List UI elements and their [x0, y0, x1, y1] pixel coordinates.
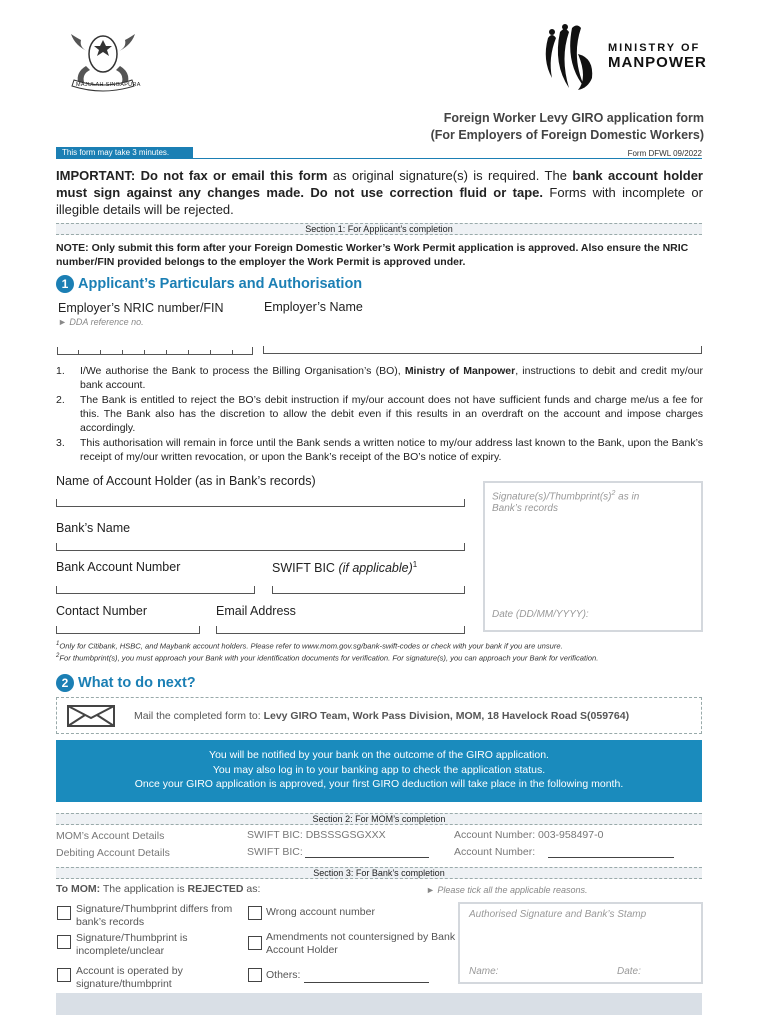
account-number-debit: Account Number:	[454, 846, 536, 858]
step2-heading	[56, 674, 196, 692]
info-line-2: You may also log in to your banking app to check the application status.	[212, 763, 546, 776]
reason-sig-incomplete: Signature/Thumbprint is incomplete/unclear	[76, 932, 188, 957]
checkbox-amendments[interactable]	[248, 936, 262, 950]
auth-item-text: The Bank is entitled to reject the BO’s debit instruction if my/our account does not have sufficient funds and charge me/us a fee for this. The Bank also has the discretion to allow the debit even if this results in an overdraft on the account and impose charges accordingly.	[80, 394, 703, 434]
mail-address: Levy GIRO Team, Work Pass Division, MOM, 18 Havelock Road S(059764)	[263, 710, 630, 722]
form-title	[431, 110, 704, 144]
mom-logo	[538, 24, 708, 96]
footnote-1-sup: 1	[56, 641, 60, 647]
title-line2: (For Employers of Foreign Domestic Workers)	[430, 128, 704, 142]
swift-label	[272, 560, 417, 575]
reason-amendments: Amendments not countersigned by Bank Account Holder	[266, 931, 456, 956]
section3-bar: Section 3: For Bank’s completion	[56, 867, 702, 879]
signature-box-sup: 2	[611, 490, 616, 497]
stamp-name-label: Name:	[469, 966, 499, 977]
important-bold2: bank account holder must sign against any changes made. Do not use correction fluid or tape.	[56, 168, 703, 200]
footnote-1	[56, 641, 706, 651]
account-holder-label: Name of Account Holder (as in Bank’s records)	[56, 474, 316, 488]
tick-hint: ► Please tick all the applicable reasons.	[426, 885, 588, 895]
account-number-input[interactable]	[56, 586, 255, 594]
bank-name-label: Bank’s Name	[56, 521, 131, 535]
mom-logo-icon	[538, 24, 602, 96]
others-input[interactable]	[304, 975, 429, 983]
nric-input[interactable]	[57, 346, 253, 354]
step2-title: What to do next?	[78, 675, 196, 691]
important-notice	[56, 167, 703, 218]
footnote-2	[56, 653, 706, 663]
step2-number: 2	[56, 674, 74, 692]
to-mom-bold: To MOM:	[56, 883, 101, 895]
checkbox-others[interactable]	[248, 968, 262, 982]
reason-operated-by: Account is operated by signature/thumbprint	[76, 965, 183, 990]
as-text: as:	[243, 883, 261, 895]
account-number-label: Bank Account Number	[56, 560, 181, 574]
singapore-crest-icon	[60, 24, 146, 94]
rejected-label: REJECTED	[187, 883, 244, 895]
bottom-strip	[56, 993, 702, 1015]
email-label: Email Address	[216, 604, 296, 618]
stamp-date-label: Date:	[617, 966, 641, 977]
crest-motto: MAJULAH SINGAPURA	[76, 82, 141, 88]
email-input[interactable]	[216, 626, 465, 634]
bank-stamp-box[interactable]	[458, 902, 703, 984]
checkbox-operated-by[interactable]	[57, 968, 71, 982]
footnote-1-text: Only for Citibank, HSBC, and Maybank account holders. Please refer to www.mom.gov.sg/bank-swift-codes or check with your bank if you are unsure.	[59, 641, 563, 651]
title-line1: Foreign Worker Levy GIRO application form	[443, 111, 704, 125]
reason-others: Others:	[266, 969, 301, 981]
step1-number: 1	[56, 275, 74, 293]
auth-item-3	[56, 436, 703, 464]
to-mom-text: The application is	[100, 883, 188, 895]
employer-name-input[interactable]	[263, 346, 702, 354]
account-number-debit-input[interactable]	[548, 850, 674, 858]
envelope-icon	[67, 705, 115, 727]
swift-label-italic: (if applicable)	[338, 561, 413, 576]
account-holder-input[interactable]	[56, 499, 465, 507]
auth-item-number: 3.	[56, 437, 65, 449]
info-line-3: Once your GIRO application is approved, your first GIRO deduction will take place in the following month.	[134, 778, 624, 790]
swift-input[interactable]	[272, 586, 465, 594]
swift-label-text: SWIFT BIC	[272, 561, 339, 576]
step1-title: Applicant’s Particulars and Authorisation	[78, 276, 363, 292]
debiting-account-label: Debiting Account Details	[56, 847, 170, 859]
auth-item-1	[56, 364, 703, 392]
signature-box-text: Signature(s)/Thumbprint(s)	[492, 491, 612, 503]
checkbox-sig-differs[interactable]	[57, 906, 71, 920]
dda-hint: ► DDA reference no.	[58, 317, 144, 327]
step1-heading	[56, 275, 362, 293]
auth-item-2	[56, 393, 703, 435]
checkbox-wrong-account[interactable]	[248, 906, 262, 920]
mail-box	[56, 697, 702, 734]
logo-line1: MINISTRY OF	[608, 42, 701, 54]
time-badge-label: This form may take 3 minutes.	[56, 147, 193, 159]
signature-box[interactable]	[483, 481, 703, 632]
checkbox-sig-incomplete[interactable]	[57, 935, 71, 949]
section1-bar: Section 1: For Applicant’s completion	[56, 223, 702, 235]
mail-prefix: Mail the completed form to:	[134, 710, 264, 722]
important-normal2: Forms with incomplete or illegible details will be rejected.	[56, 185, 703, 217]
logo-line2: MANPOWER	[608, 54, 707, 71]
to-mom-line	[56, 883, 260, 895]
reason-wrong-account: Wrong account number	[266, 906, 375, 918]
contact-input[interactable]	[56, 626, 200, 634]
auth-item-text: This authorisation will remain in force until the Bank sends a written notice to my/our address last known to the Bank, upon the Bank’s receipt of my/our written revocation, or upon the Bank’s receipt of the BO’s notice of expiry.	[80, 437, 703, 463]
auth-item-text-post: , instructions to debit and credit my/our bank account.	[80, 365, 703, 391]
form-code: Form DFWL 09/2022	[627, 149, 702, 158]
reason-sig-differs: Signature/Thumbprint differs from bank’s records	[76, 903, 233, 928]
swift-label-sup: 1	[412, 560, 418, 569]
bank-name-input[interactable]	[56, 543, 465, 551]
account-number-mom: Account Number: 003-958497-0	[454, 829, 604, 841]
swift-bic-debit-input[interactable]	[305, 850, 429, 858]
auth-item-number: 2.	[56, 394, 65, 406]
section1-note: NOTE: Only submit this form after your Foreign Domestic Worker’s Work Permit application is approved. Also ensure the NRIC number/FIN provided belongs to the employer the Work Permit is approved under.	[56, 242, 689, 268]
info-banner	[56, 740, 702, 802]
stamp-box-label: Authorised Signature and Bank’s Stamp	[469, 909, 647, 920]
info-line-1: You will be notified by your bank on the outcome of the GIRO application.	[209, 749, 549, 761]
mom-account-label: MOM’s Account Details	[56, 830, 165, 842]
section2-bar: Section 2: For MOM’s completion	[56, 813, 702, 825]
swift-bic-debit: SWIFT BIC:	[247, 846, 303, 858]
important-bold: IMPORTANT: Do not fax or email this form	[56, 168, 328, 183]
signature-box-text2: as in Bank’s records	[492, 491, 640, 515]
authorisation-list	[56, 364, 703, 465]
employer-name-label: Employer’s Name	[264, 300, 363, 314]
nric-label: Employer’s NRIC number/FIN	[58, 301, 224, 315]
auth-item-text: I/We authorise the Bank to process the Billing Organisation’s (BO),	[80, 365, 405, 377]
important-normal: as original signature(s) is required. The	[327, 168, 573, 183]
time-badge	[56, 147, 702, 159]
auth-item-number: 1.	[56, 365, 65, 377]
auth-item-bold: Ministry of Manpower	[404, 365, 516, 377]
signature-date-label: Date (DD/MM/YYYY):	[492, 609, 589, 620]
footnote-2-sup: 2	[56, 653, 60, 659]
contact-label: Contact Number	[56, 604, 148, 618]
mail-instruction	[134, 710, 629, 722]
swift-bic-mom: SWIFT BIC: DBSSSGSGXXX	[247, 829, 386, 841]
signature-box-label	[492, 488, 652, 515]
footnote-2-text: For thumbprint(s), you must approach your Bank with your identification documents for verification. For signature(s), you can approach your Bank for verification.	[59, 653, 599, 663]
